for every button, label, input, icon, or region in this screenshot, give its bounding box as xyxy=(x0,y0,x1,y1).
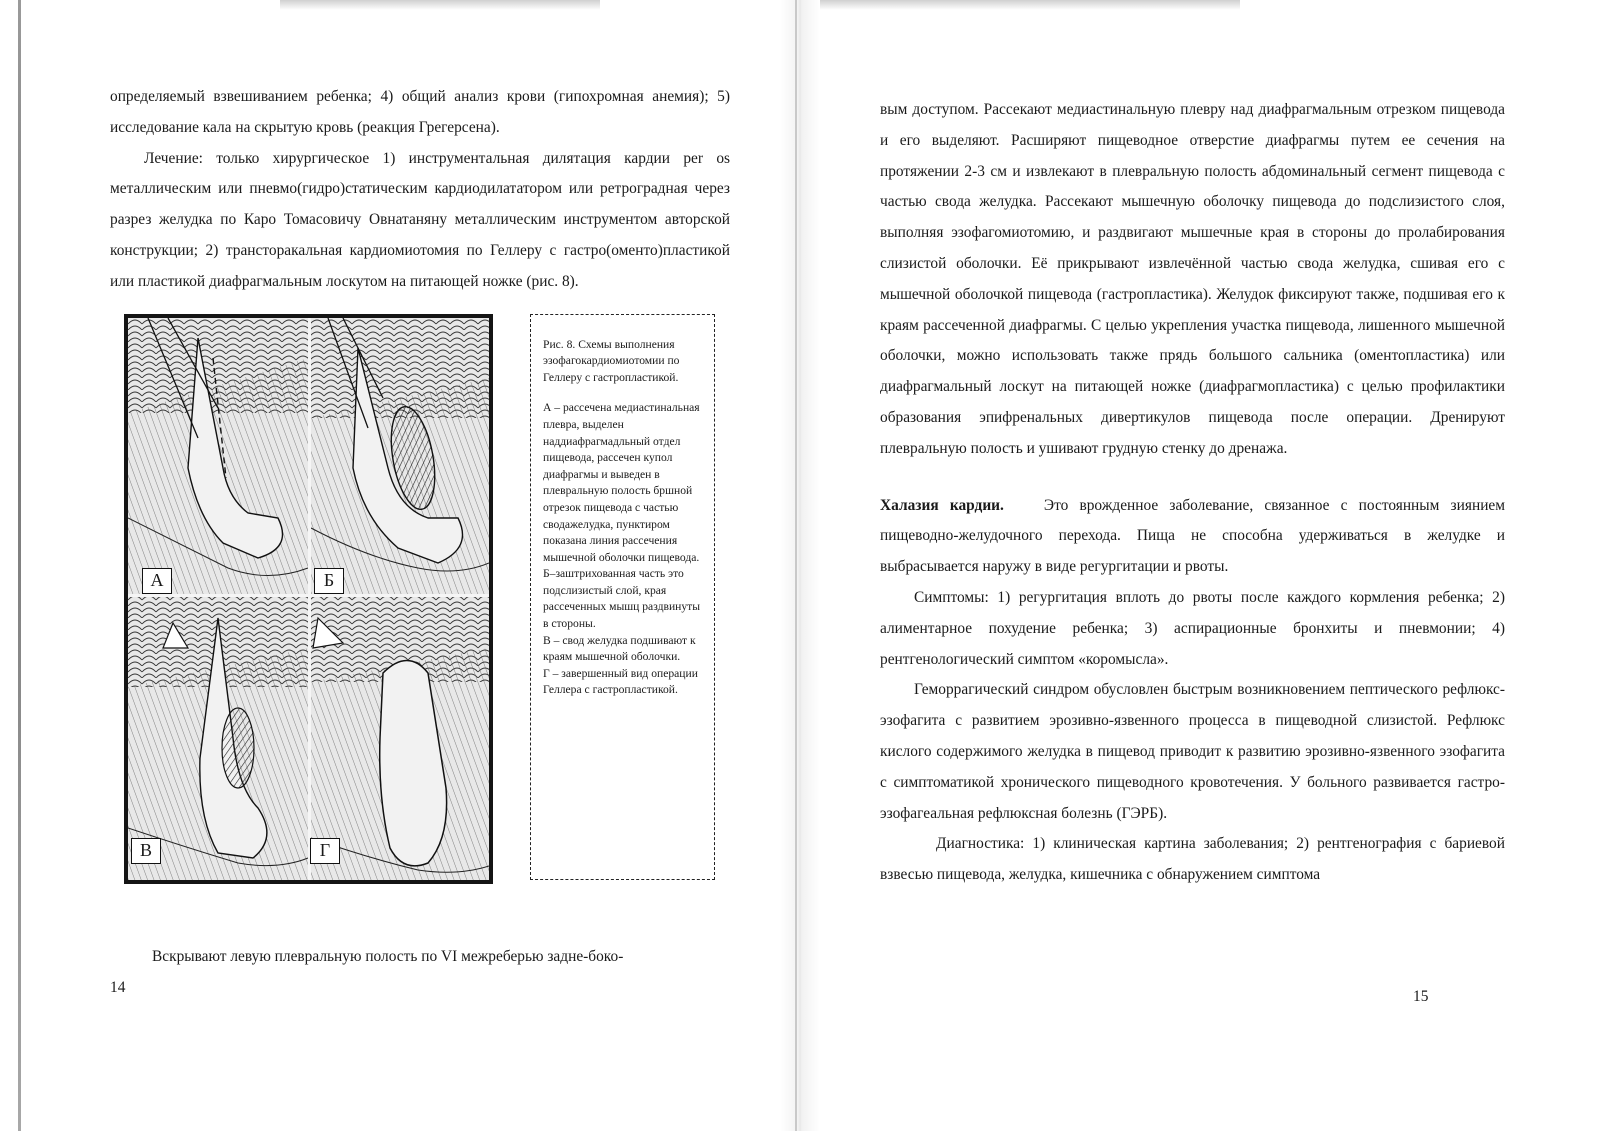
left-bottom-line: Вскрывают левую плевральную полость по VI межреберью задне-боко- xyxy=(152,948,624,965)
diagnostics-paragraph: Диагностика: 1) клиническая картина заболевания; 2) рентгенография с бариевой взвесью пищевода, желудка, кишечника с обнаружением симптома xyxy=(880,835,1505,884)
page-number-right: 15 xyxy=(1413,988,1429,1005)
scan-bleed-top-left xyxy=(280,0,600,10)
panel-a-drawing xyxy=(128,318,308,594)
right-page-text xyxy=(880,95,1505,891)
caption-item-a: А – рассечена медиастинальная плевра, выделен наддиафрагмадльный отдел пищевода, рассечен купол диафрагмы и выведен в плевральную полость бршной отрезок пищевода с частью сводажелудка, пунктиром показана линия рассечения мышечной оболочки пищевода. xyxy=(543,401,700,564)
scan-edge xyxy=(18,0,21,1131)
left-page-text xyxy=(110,82,730,298)
figure-8 xyxy=(110,314,730,899)
panel-label-b: Б xyxy=(314,568,344,594)
surgery-drawing-svg xyxy=(128,318,489,880)
chalasia-paragraph xyxy=(880,491,1505,583)
book-spine xyxy=(795,0,797,1131)
left-page xyxy=(110,82,730,899)
caption-title: Рис. 8. Схемы выполнения эзофагокардиомиотомии по Геллеру с гастропластикой. xyxy=(543,337,680,384)
hemorrhagic-paragraph: Геморрагический синдром обусловлен быстрым возникновением пептического рефлюкс-эзофагита с развитием эрозивно-язвенного процесса в пищеводной слизистой. Рефлюкс кислого содержимого желудка в пищевод приводит к развитию эрозивно-язвенного эзофагита с симптоматикой хронического пищеводного кровотечения. У больного развивается гастро-эзофагеальная рефлюксная болезнь (ГЭРБ). xyxy=(880,681,1505,822)
symptoms-paragraph: Симптомы: 1) регургитация вплоть до рвоты после каждого кормления ребенка; 2) алиментарное похудение ребенка; 3) аспирационные бронхиты и пневмонии; 4) рентгенологический симптом «коромысла». xyxy=(880,588,1505,668)
right-paragraph-surgery: вым доступом. Рассекают медиастинальную плевру над диафрагмальным отрезком пищевода и его выделяют. Расширяют пищеводное отверстие диафрагмы путем ее сечения на протяжении 2-3 см и извлекают в плевральную полость абдоминальный сегмент пищевода с частью свода желудка. Рассекают мышечную оболочку пищевода до подслизистого слоя, выполняя эзофагомиотомию, и раздвигают мышечные края в стороны до пролабирования слизистой оболочки. Её прикрывают извлечённой частью свода желудка, сшивая его с мышечной оболочкой пищевода (гастропластика). Желудок фиксируют также, подшивая его к краям рассеченной диафрагмы. С целью укрепления участка пищевода, лишенного мышечной оболочки, можно использовать также прядь большого сальника (оментопластика) или диафрагмальный лоскут на питающей ножке (диафрагмопластика) с целью профилактики образования эпифренальных дивертикулов пищевода после операции. Дренируют плевральную полость и ушивают грудную стенку до дренажа. xyxy=(880,101,1505,457)
surgical-illustration xyxy=(124,314,493,884)
right-page xyxy=(880,95,1505,891)
chalasia-definition: Это врожденное заболевание, связанное с постоянным зиянием пищеводно-желудочного перехода. Пища не способна удерживаться в желудке и выбрасывается наружу в виде регургитации и рвоты. xyxy=(880,496,1505,576)
caption-item-d: Г – завершенный вид операции Геллера с гастропластикой. xyxy=(543,666,698,697)
caption-item-c: В – свод желудка подшивают к краям мышечной оболочки. xyxy=(543,633,696,664)
figure-caption xyxy=(530,314,715,880)
left-paragraph-treatment: Лечение: только хирургическое 1) инструментальная дилятация кардии per os металлическим или пневмо(гидро)статическим кардиодилататором или ретроградная через разрез желудка по Каро Томасовичу Овнатаняну металлическим инструментом авторской конструкции; 2) трансторакальная кардиомиотомия по Геллеру с гастро(оменто)пластикой или пластикой диафрагмальным лоскутом на питающей ножке (рис. 8). xyxy=(110,149,730,290)
left-paragraph-1: определяемый взвешиванием ребенка; 4) общий анализ крови (гипохромная анемия); 5) исследование кала на скрытую кровь (реакция Грегерсена). xyxy=(110,88,730,136)
page-number-left: 14 xyxy=(110,979,126,996)
section-heading-chalasia: Халазия кардии. xyxy=(880,496,1004,514)
panel-label-c: В xyxy=(131,838,161,864)
panel-label-d: Г xyxy=(310,838,340,864)
panel-label-a: А xyxy=(142,568,172,594)
panel-b-drawing xyxy=(311,318,489,594)
book-spine-shadow xyxy=(780,0,820,1131)
scan-bleed-top-right xyxy=(820,0,1240,10)
caption-item-b: Б–заштрихованная часть это подслизистый слой, края рассеченных мышц раздвинуты в стороны. xyxy=(543,567,701,631)
